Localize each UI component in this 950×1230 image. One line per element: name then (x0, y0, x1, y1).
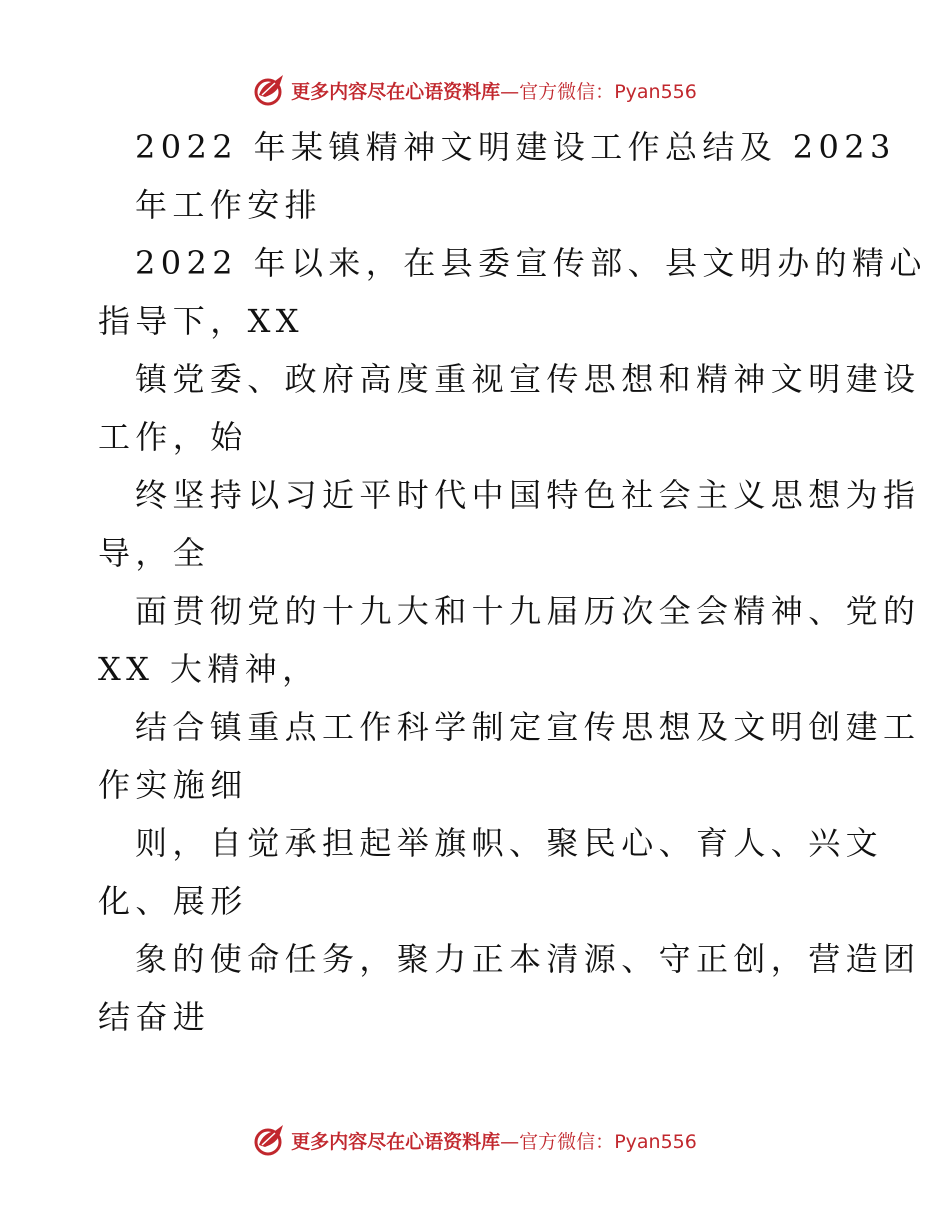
banner-wechat-id: Pyan556 (614, 80, 697, 103)
doc-line: 指导下，XX (98, 302, 304, 340)
banner-brand: 更多内容尽在心语资料库 (291, 1130, 501, 1153)
doc-line: 象的使命任务，聚力正本清源、守正创，营造团 (135, 940, 921, 978)
doc-line: 则，自觉承担起举旗帜、聚民心、育人、兴文 (135, 824, 884, 862)
banner-dash: — (500, 1130, 520, 1153)
pen-nib-circle-logo-icon (253, 73, 287, 107)
doc-title-line-1: 2022 年某镇精神文明建设工作总结及 2023 (135, 128, 896, 166)
header-banner (0, 70, 950, 110)
doc-line: 工作，始 (98, 418, 248, 456)
banner-wechat-id: Pyan556 (614, 1130, 697, 1153)
banner-dash: — (500, 80, 520, 103)
doc-line: 面贯彻党的十九大和十九届历次全会精神、党的 (135, 592, 921, 630)
pen-nib-circle-logo-icon (253, 1123, 287, 1157)
doc-title-line-2: 年工作安排 (135, 186, 323, 224)
doc-line: 镇党委、政府高度重视宣传思想和精神文明建设 (135, 360, 921, 398)
banner-text (291, 1127, 697, 1154)
doc-line: 作实施细 (98, 766, 248, 804)
banner-wechat-label: 官方微信： (519, 80, 615, 103)
doc-line: XX 大精神， (98, 650, 320, 688)
banner-brand: 更多内容尽在心语资料库 (291, 80, 501, 103)
doc-line: 化、展形 (98, 882, 248, 920)
doc-line: 2022 年以来，在县委宣传部、县文明办的精心 (135, 244, 927, 282)
doc-line: 终坚持以习近平时代中国特色社会主义思想为指 (135, 476, 921, 514)
banner-wechat-label: 官方微信： (519, 1130, 615, 1153)
footer-banner (0, 1120, 950, 1160)
doc-line: 导，全 (98, 534, 211, 572)
banner-text (291, 77, 697, 104)
doc-line: 结合镇重点工作科学制定宣传思想及文明创建工 (135, 708, 921, 746)
doc-line: 结奋进 (98, 998, 211, 1036)
